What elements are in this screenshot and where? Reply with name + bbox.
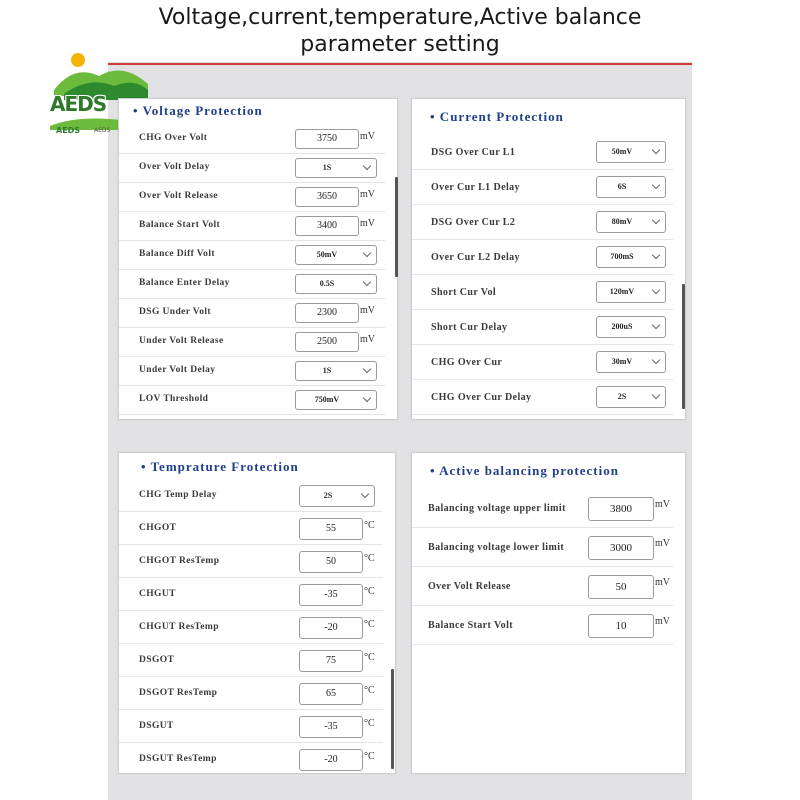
param-select-value: 30mV	[611, 357, 633, 366]
param-unit: mV	[360, 131, 375, 142]
param-row	[119, 743, 383, 776]
param-input[interactable]: -20	[299, 749, 363, 771]
param-row	[119, 241, 385, 270]
heading-divider	[108, 63, 692, 65]
param-unit: °C	[364, 520, 375, 531]
param-select[interactable]	[596, 386, 666, 408]
param-unit: °C	[364, 586, 375, 597]
param-label: Over Cur L2 Delay	[431, 252, 520, 263]
chevron-down-icon	[363, 394, 371, 402]
param-row	[119, 611, 383, 644]
chevron-down-icon	[363, 365, 371, 373]
param-input[interactable]: 50	[299, 551, 363, 573]
param-label: CHG Over Cur	[431, 357, 503, 368]
param-select[interactable]	[295, 158, 377, 178]
param-input[interactable]: 55	[299, 518, 363, 540]
param-unit: mV	[360, 189, 375, 200]
param-label: Over Volt Delay	[139, 162, 210, 172]
voltage-protection-panel	[118, 98, 398, 420]
param-label: DSGUT	[139, 721, 174, 731]
temperature-protection-panel	[118, 452, 396, 774]
param-select[interactable]	[596, 316, 666, 338]
param-select-value: 700mS	[610, 252, 634, 261]
temperature-scrollbar[interactable]	[391, 669, 394, 769]
param-select-value: 50mV	[611, 147, 633, 156]
param-row	[119, 270, 385, 299]
param-input[interactable]: 3800	[588, 497, 654, 521]
param-row	[119, 512, 383, 545]
chevron-down-icon	[652, 391, 660, 399]
param-select-value: 200uS	[611, 322, 633, 331]
param-label: Short Cur Delay	[431, 322, 508, 333]
param-input[interactable]: -35	[299, 716, 363, 738]
param-select[interactable]	[299, 485, 375, 507]
param-row	[412, 240, 673, 275]
voltage-panel-title: • Voltage Protection	[133, 103, 263, 118]
param-unit: °C	[364, 718, 375, 729]
param-row	[412, 310, 673, 345]
chevron-down-icon	[652, 216, 660, 224]
param-row	[119, 357, 385, 386]
chevron-down-icon	[361, 490, 369, 498]
param-select-value: 2S	[617, 392, 627, 401]
param-row	[412, 205, 673, 240]
param-row	[119, 125, 385, 154]
param-input[interactable]: 2300	[295, 303, 359, 323]
param-select-value: 1S	[322, 366, 332, 375]
current-panel-title: • Current Protection	[430, 109, 564, 124]
param-unit: mV	[360, 218, 375, 229]
param-input[interactable]: 50	[588, 575, 654, 599]
param-row	[412, 567, 673, 606]
param-row	[119, 386, 385, 415]
param-select[interactable]	[295, 390, 377, 410]
param-input[interactable]: 65	[299, 683, 363, 705]
chevron-down-icon	[652, 321, 660, 329]
param-unit: mV	[655, 499, 670, 510]
param-input[interactable]: 3400	[295, 216, 359, 236]
param-select[interactable]	[295, 361, 377, 381]
param-row	[119, 644, 383, 677]
param-row	[412, 528, 673, 567]
param-row	[119, 578, 383, 611]
chevron-down-icon	[363, 249, 371, 257]
param-label: Balance Start Volt	[139, 220, 221, 230]
param-input[interactable]: 10	[588, 614, 654, 638]
logo-text: AEDS	[50, 92, 107, 116]
param-input[interactable]: 2500	[295, 332, 359, 352]
chevron-down-icon	[363, 278, 371, 286]
heading-line-1: Voltage,current,temperature,Active balance	[158, 5, 642, 30]
param-select-value: 6S	[617, 182, 627, 191]
param-unit: °C	[364, 619, 375, 630]
param-row	[119, 677, 383, 710]
param-select[interactable]	[596, 246, 666, 268]
chevron-down-icon	[652, 146, 660, 154]
page-heading	[108, 4, 692, 58]
param-label: CHGUT	[139, 589, 176, 599]
param-unit: mV	[655, 616, 670, 627]
chevron-down-icon	[652, 251, 660, 259]
voltage-scrollbar[interactable]	[395, 177, 398, 277]
param-label: CHG Over Cur Delay	[431, 392, 532, 403]
param-select-value: 2S	[323, 491, 333, 500]
chevron-down-icon	[363, 162, 371, 170]
param-label: DSG Under Volt	[139, 307, 211, 317]
param-unit: mV	[655, 538, 670, 549]
param-row	[412, 275, 673, 310]
param-label: DSG Over Cur L1	[431, 147, 516, 158]
param-row	[119, 479, 383, 512]
param-input[interactable]: 3000	[588, 536, 654, 560]
param-label: Short Cur Vol	[431, 287, 497, 298]
param-select[interactable]	[295, 245, 377, 265]
param-select[interactable]	[596, 141, 666, 163]
param-label: CHG Temp Delay	[139, 490, 217, 500]
param-row	[412, 170, 673, 205]
logo-sub-text-2: AEDS	[94, 127, 111, 134]
param-label: Balance Diff Volt	[139, 249, 215, 259]
param-label: Over Volt Release	[428, 581, 511, 592]
param-unit: mV	[360, 334, 375, 345]
param-input[interactable]: -20	[299, 617, 363, 639]
param-row	[412, 345, 673, 380]
param-label: LOV Threshold	[139, 394, 209, 404]
chevron-down-icon	[652, 181, 660, 189]
param-unit: mV	[655, 577, 670, 588]
param-row	[119, 154, 385, 183]
param-label: CHGUT ResTemp	[139, 622, 219, 632]
balance-panel-title: • Active balancing protection	[430, 463, 619, 478]
heading-line-2: parameter setting	[300, 32, 500, 57]
param-input[interactable]: 3750	[295, 129, 359, 149]
current-scrollbar[interactable]	[682, 284, 685, 409]
param-label: Balancing voltage lower limit	[428, 542, 565, 553]
param-label: DSGOT ResTemp	[139, 688, 218, 698]
param-label: Under Volt Release	[139, 336, 224, 346]
param-select[interactable]	[295, 274, 377, 294]
param-row	[412, 380, 673, 415]
param-label: Balancing voltage upper limit	[428, 503, 566, 514]
param-select-value: 50mV	[316, 250, 338, 259]
param-row	[119, 545, 383, 578]
param-select-value: 1S	[322, 163, 332, 172]
param-unit: °C	[364, 685, 375, 696]
param-row	[119, 328, 385, 357]
param-label: DSGUT ResTemp	[139, 754, 217, 764]
chevron-down-icon	[652, 286, 660, 294]
param-select[interactable]	[596, 351, 666, 373]
active-balancing-panel	[411, 452, 686, 774]
param-row	[119, 299, 385, 328]
param-select[interactable]	[596, 176, 666, 198]
logo-sub-text: AEDS	[56, 126, 81, 135]
param-label: Balance Enter Delay	[139, 278, 230, 288]
chevron-down-icon	[652, 356, 660, 364]
param-unit: °C	[364, 553, 375, 564]
temperature-panel-title: • Temprature Frotection	[141, 459, 299, 474]
param-input[interactable]: -35	[299, 584, 363, 606]
param-select-value: 80mV	[611, 217, 633, 226]
param-row	[412, 135, 673, 170]
param-row	[412, 489, 673, 528]
param-label: CHG Over Volt	[139, 133, 208, 143]
param-label: Balance Start Volt	[428, 620, 513, 631]
param-row	[119, 183, 385, 212]
param-label: CHGOT	[139, 523, 177, 533]
param-row	[119, 212, 385, 241]
param-label: Over Volt Release	[139, 191, 218, 201]
param-row	[412, 606, 673, 645]
param-unit: °C	[364, 652, 375, 663]
param-label: Under Volt Delay	[139, 365, 216, 375]
param-label: DSGOT	[139, 655, 175, 665]
param-select-value: 750mV	[314, 395, 340, 404]
param-unit: mV	[360, 305, 375, 316]
param-select-value: 120mV	[609, 287, 635, 296]
param-input[interactable]: 75	[299, 650, 363, 672]
current-protection-panel	[411, 98, 686, 420]
param-row	[119, 710, 383, 743]
param-label: DSG Over Cur L2	[431, 217, 516, 228]
param-label: CHGOT ResTemp	[139, 556, 220, 566]
param-label: Over Cur L1 Delay	[431, 182, 520, 193]
param-input[interactable]: 3650	[295, 187, 359, 207]
param-select[interactable]	[596, 281, 666, 303]
param-unit: °C	[364, 751, 375, 762]
param-select[interactable]	[596, 211, 666, 233]
param-select-value: 0.5S	[319, 279, 335, 288]
